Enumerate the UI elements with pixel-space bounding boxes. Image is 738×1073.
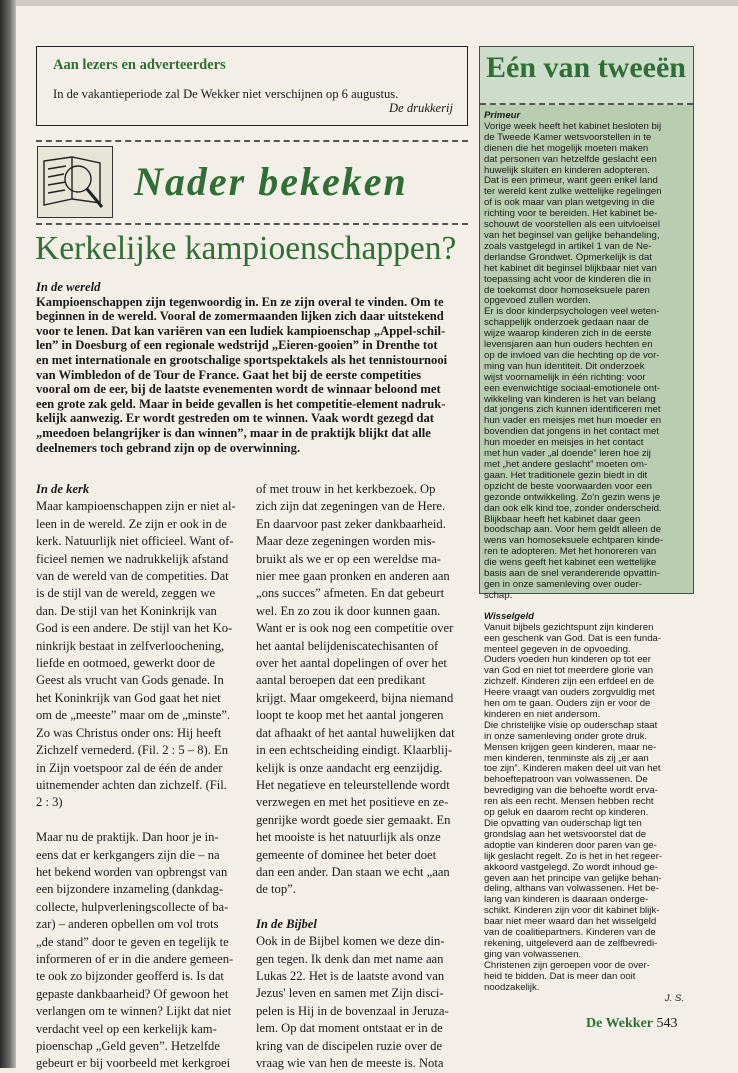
notice-box (36, 46, 468, 126)
col1-line: Geest als vrucht van Gods genade. In (36, 673, 224, 688)
col2-line: nier mee gaan pronken en anderen aan (256, 569, 450, 584)
sidebar-line: hun vader en meisjes met hun moeder en (484, 415, 662, 427)
sidebar-line: opzicht de beste voorwaarden voor een (484, 480, 652, 492)
sidebar-line: zoals vastgelegd in artikel 1 van de Ne- (484, 240, 652, 252)
col1-line: van de wereld van de competities. Dat (36, 569, 229, 584)
sidebar-line: dat personen van hetzelfde geslacht een (484, 153, 657, 165)
sidebar-line: hun moeder en meisjes in het contact (484, 437, 644, 449)
col2-line: Ook in de Bijbel komen we deze din- (256, 934, 445, 949)
sidebar-line: Er is door kinderpsychologen veel weten- (484, 306, 660, 318)
notice-title: Aan lezers en adverteerders (53, 57, 226, 73)
sidebar-line: kinderen en niet andersom. (484, 708, 601, 720)
col2-line: zich zijn dat zegeningen van de Here. (256, 499, 446, 514)
sidebar-text-1 (484, 122, 690, 602)
sidebar-line: schouwt de voorstellen als een uitvloeisel (484, 219, 660, 231)
magazine-name: De Wekker (586, 1016, 654, 1031)
intro-line: voor te lenen. Dat kan variëren van een ludiek kampioenschap „Appel-schil- (36, 323, 446, 338)
col1-line: 2 : 3) (36, 795, 63, 810)
sidebar-line: ging van volwassenen. (484, 948, 582, 960)
col2-line: krijgt. Maar omgekeerd, bijna niemand (256, 690, 454, 705)
col2-line: kelijk is onze aandacht erg eenzijdig. (256, 760, 443, 775)
col1-line: het bekend worden van opbrengst van (36, 864, 228, 879)
col1-line: kerk. Natuurlijk niet officieel. Want of- (36, 534, 234, 549)
sidebar-line: Dat is een primeur, want geen enkel land (484, 175, 658, 187)
intro-subhead: In de wereld (36, 280, 101, 294)
col2-line: genrijke wordt goede sier gemaakt. En (256, 812, 451, 827)
col2-line: het mooiste is het natuurlijk als onze (256, 830, 441, 845)
sidebar-line: gen in onze samenleving over ouder- (484, 578, 642, 590)
col1-line: Zichzelf vernederd. (Fil. 2 : 5 – 8). En (36, 743, 228, 758)
sidebar-line: akkoord vastgelegd. Zo wordt inhoud ge- (484, 861, 658, 873)
intro-line: „meedoen belangrijker is dan winnen”, maar in de praktijk blijkt dat alle (36, 425, 431, 440)
sidebar-line: levensjaren aan hun ouders hechten en (484, 339, 653, 351)
col2-line: het aantal belijdeniscatechisanten of (256, 638, 439, 653)
intro-line: vooral om de eer, bij de laatste evenementen wordt de winnaar beloond met (36, 382, 441, 397)
sidebar-line: schap. (484, 589, 513, 601)
col1-line: ninkrijk bestaat in zelfverloochening, (36, 638, 225, 653)
intro-line: len” in Doesburg of een regionale wedstrijd „Eieren-gooien” in Drenthe tot (36, 338, 438, 353)
col2-line: Lukas 22. Het is de laatste avond van (256, 968, 445, 983)
sidebar-line: of is ook maar van plan wetgeving in die (484, 197, 655, 209)
sidebar-line: van het beginsel van gelijke behandeling, (484, 229, 660, 241)
col2-line: vraag wie van hen de meeste is. Nota (256, 1056, 444, 1070)
sidebar-signature: J. S. (664, 992, 684, 1004)
col1-line: om de „meeste” maar om de „minste”. (36, 708, 231, 723)
col2-line: gemeente of dominee het beter doet (256, 847, 437, 862)
sidebar-line: zichzelf. Kinderen zijn een erfdeel en de (484, 676, 655, 688)
sidebar-line: de toekomst door homoseksuele paren (484, 284, 650, 296)
sidebar-body (484, 111, 690, 1004)
intro-line: en met internationale en grootschalige sportspektakels als het tennistournooi (36, 352, 448, 367)
col2-line: En daarvoor past zeker dankbaarheid. (256, 516, 446, 531)
sidebar-line: met „het andere geslacht” moeten om- (484, 459, 648, 470)
col1-line: „de stand” door te geven en tegelijk te (36, 934, 229, 949)
col2-line: wel. En zo zou ik door kunnen gaan. (256, 603, 441, 618)
sidebar-line: van God en niet tot meerdere glorie van (484, 665, 654, 677)
col2-line: loopt te koop met het aantal jongeren (256, 708, 444, 723)
col1-line: Maar nu de praktijk. Dan hoor je in- (36, 830, 219, 845)
notice-text: In de vakantieperiode zal De Wekker niet verschijnen op 6 augustus. (53, 87, 399, 101)
col2-line: de top”. (256, 882, 296, 897)
sidebar-line: noodzakelijk. (484, 981, 540, 993)
magnifier-book-icon (37, 146, 113, 218)
col1-line: ficieel nemen we nadrukkelijk afstand (36, 551, 229, 566)
sidebar-line: ming van hun identiteit. Dit onderzoek (484, 360, 645, 372)
col2-line: Het negatieve en teleurstellende wordt (256, 777, 450, 792)
col2-line: of met trouw in het kerkbezoek. Op (256, 482, 436, 496)
col2-line: over het aantal dopelingen of over het (256, 656, 447, 671)
col1-line: zar) – anderen opbellen om vol trots (36, 917, 219, 932)
col1-line: verlangen om te winnen? Lijkt dat niet (36, 1004, 232, 1019)
sidebar-line: ter wereld kent zulke wettelijke regelingen (484, 186, 662, 198)
intro-line: kelijk aanwezig. Er wordt gestreden om te winnen. Vaak wordt gezegd dat (36, 411, 434, 426)
sidebar-editorial (479, 46, 694, 1004)
intro-line: van Wimbledon of de Tour de France. Gaat het bij de eerste competities (36, 367, 422, 382)
sidebar-line: lang van kinderen is daaraan onderge- (484, 894, 649, 906)
sidebar-line: grondslag aan het wetsvoorstel dat de (484, 828, 647, 840)
sidebar-line: boodschap aan. Voor hem geldt alleen de (484, 524, 662, 536)
col1-line: collecte, hulpverleningscollecte of ba- (36, 899, 229, 914)
col2-line: in een echtscheiding eindigt. Klaarblij- (256, 743, 453, 758)
col1-line: Zo was Christus onder ons: Hij heeft (36, 725, 222, 740)
sidebar-line: richting voor te bereiden. Het kabinet be- (484, 208, 658, 220)
col2-text-a (256, 481, 468, 899)
sidebar-line: huwelijk sluiten en kinderen adopteren. (484, 164, 650, 176)
col2-line: lem. Op dat moment ontstaat er in de (256, 1021, 443, 1036)
col1-line: God is een andere. De stijl van het Ko- (36, 621, 233, 636)
sidebar-line: Die christelijke visie op ouderschap staat (484, 719, 658, 731)
col2-line: dat afhaakt of het aantal huwelijken dat (256, 725, 455, 740)
sidebar-line: een geschenk van God. Dat is een funda- (484, 632, 662, 644)
col2-line: dan een ander. Dan staan we echt „aan (256, 864, 450, 879)
article-column-1 (36, 481, 246, 1073)
binding-spine (0, 0, 16, 1068)
page-top-edge (16, 0, 738, 6)
col1-line: te ook zo bijzonder geofferd is. Is dat (36, 969, 224, 984)
sidebar-line: behoeftepatroon van volwassenen. De (484, 774, 648, 786)
notice-signature: De drukkerij (389, 101, 453, 115)
sidebar-line: Christenen zijn geroepen voor de over- (484, 959, 650, 971)
intro-line: een grote zak geld. Maar in beide gevallen is het competitie-element nadruk- (36, 396, 446, 411)
col1-line: liefde en ootmoed, gewerkt door de (36, 656, 216, 671)
sidebar-line: Mensen krijgen geen kinderen, maar ne- (484, 741, 657, 753)
sidebar-line: baar niet meer waard dan het wisselgeld (484, 916, 657, 928)
article-intro (36, 280, 468, 455)
sidebar-line: heid te bidden. Dat is meer dan ooit (484, 970, 636, 982)
sidebar-line: adoptie van kinderen door paren van ge- (484, 839, 657, 851)
divider-top (36, 140, 468, 142)
sidebar-line: ren als een recht. Mensen hebben recht (484, 796, 654, 808)
page-footer (586, 1016, 678, 1032)
sidebar-line: Heere vraagt van ouders zorgvuldig met (484, 687, 655, 699)
sidebar-line: dan ook elk kind toe, zonder onderscheid. (484, 502, 662, 514)
col1-line: leen in de wereld. Ze zijn er ook in de (36, 516, 227, 531)
sidebar-line: Ouders voeden hun kinderen op tot eer (484, 654, 651, 666)
sidebar-line: gezonde ontwikkeling. Zo'n gezin wens je (484, 491, 661, 503)
sidebar-line: rekening, uitgeleverd aan de zelfbevredi- (484, 937, 658, 949)
sidebar-line: toe zijn”. Kinderen maken deel uit van het (484, 763, 661, 775)
col1-line: verdacht veel op een kerkelijk kam- (36, 1021, 217, 1036)
sidebar-line: gaan. Het traditionele gezin biedt in dit (484, 469, 648, 481)
col1-subhead: In de kerk (36, 482, 90, 496)
sidebar-line: deling, althans van volwassenen. Het be- (484, 883, 659, 895)
sidebar-line: wens van homoseksuele echtparen kinde- (484, 535, 664, 547)
sidebar-line: ren te adopteren. Met het honoreren van (484, 546, 657, 558)
sidebar-line: Blijkbaar heeft het kabinet daar geen (484, 513, 641, 525)
sidebar-line: basis aan de snel veranderende opvattin- (484, 568, 661, 580)
sidebar-line: wikkeling van kinderen is het van belang (484, 393, 656, 405)
col1-line: een bijzondere inzameling (dankdag- (36, 882, 224, 897)
sidebar-line: derlandse Grondwet. Opmerkelijk is dat (484, 251, 652, 263)
sidebar-line: schappelijk onderzoek gedaan naar de (484, 317, 649, 329)
sidebar-line: Die opvatting van ouderschap ligt ten (484, 818, 642, 829)
sidebar-header (480, 47, 693, 105)
sidebar-line: die wens geeft het kabinet een wettelijke (484, 557, 657, 569)
intro-line: Kampioenschappen zijn tegenwoordig in. En ze zijn overal te vinden. Om te (36, 294, 444, 309)
sidebar-line: menteel gegeven in de opvoeding. (484, 643, 631, 655)
col2-line: kring van de discipelen ruzie over de (256, 1038, 443, 1053)
sidebar-line: geven aan het principe van gelijke behan- (484, 872, 662, 884)
col2-subhead: In de Bijbel (256, 916, 317, 931)
sidebar-line: dienen die het mogelijk moeten maken (484, 142, 649, 154)
col1-line: in Zijn voetspoor zal de één de ander (36, 760, 223, 775)
col2-line: Maar deze zegeningen worden mis- (256, 534, 436, 549)
sidebar-line: Vanuit bijbels gezichtspunt zijn kinderen (484, 621, 654, 633)
col2-line: bruikt als we er op een wereldse ma- (256, 551, 441, 566)
col2-line: verzwegen en met het positieve en ze- (256, 795, 449, 810)
col1-line: dan. De stijl van het Koninkrijk van (36, 603, 217, 618)
col1-line: gebeurt er bij voorbeeld met kerkgroei (36, 1056, 231, 1071)
sidebar-line: het kabinet dit beginsel blijkbaar niet van (484, 262, 657, 274)
col1-text (36, 498, 246, 1072)
sidebar-line: in onze samenleving onder grote druk. (484, 730, 648, 742)
col1-line: gepaste dankbaarheid? Of gewoon het (36, 986, 229, 1001)
sidebar-title: Eén van tweeën (486, 51, 686, 84)
sidebar-line: dat jongens zich kunnen identificeren met (484, 404, 661, 416)
col2-line: gen tegen. Ik denk dan met name aan (256, 951, 444, 966)
section-title: Nader bekeken (134, 159, 408, 204)
sidebar-line: op de invloed van die hechting op de vor- (484, 349, 660, 361)
intro-line: deelnemers toch gebrand zijn op de overwinning. (36, 440, 301, 455)
col1-line: uitnemender achten dan zichzelf. (Fil. (36, 777, 227, 792)
sidebar-line: bovendien dat jongens in het contact met (484, 426, 659, 438)
intro-line: beginnen in de wereld. Vooral de zomermaanden lijken zich daar uitstekend (36, 309, 444, 324)
sidebar-line: lijk geslacht regelt. Zo is het in het regeer- (484, 850, 663, 862)
article-column-2 (256, 481, 468, 1072)
col1-line: is de stijl van de wereld, zeggen we (36, 586, 216, 601)
sidebar-line: Vorige week heeft het kabinet besloten bij (484, 120, 662, 132)
sidebar-line: opgevoed zullen worden. (484, 295, 591, 307)
page-number: 543 (656, 1016, 678, 1031)
col2-text-b (256, 933, 468, 1072)
sidebar-subhead-1: Primeur (484, 110, 521, 121)
sidebar-line: met hun vader „al doende” leren hoe zij (484, 448, 651, 460)
col1-line (36, 812, 246, 829)
sidebar-line: men kinderen, tenminste als zij „er aan (484, 752, 649, 764)
col2-line: aantal beroepen dat een predikant (256, 673, 426, 688)
sidebar-line: de Tweede Kamer wetsvoorstellen in te (484, 131, 652, 143)
sidebar-line: op geluk en daarom recht op kinderen. (484, 807, 649, 819)
sidebar-line: toepassing acht voor de kinderen die in (484, 273, 651, 285)
divider-mid (36, 223, 468, 225)
col1-line: het Koninkrijk van God gaat het niet (36, 690, 221, 705)
sidebar-line: bevrediging van die behoefte wordt erva- (484, 785, 658, 797)
sidebar-line: een evenwichtige sociaal-emotionele ont- (484, 382, 660, 394)
sidebar-line: hen om te gaan. Ouders zijn er voor de (484, 698, 651, 710)
col2-line: „ons succes” afmeten. En dat gebeurt (256, 586, 445, 601)
col1-line: eens dat er kerkgangers zijn die – na (36, 847, 220, 862)
sidebar-subhead-2: Wisselgeld (484, 610, 535, 622)
sidebar-text-2 (484, 623, 690, 994)
col1-line: pioenschap „Geld geven”. Hetzelfde (36, 1039, 220, 1053)
sidebar-line: wijst voornamelijk in één richting: voor (484, 371, 646, 383)
col2-line: pelen is Hij in de bovenzaal in Jeruza- (256, 1003, 449, 1018)
sidebar-line: schikt. Kinderen zijn voor dit kabinet blijk- (484, 905, 660, 917)
sidebar-line: van de coalitiepartners. Kinderen van de (484, 927, 656, 939)
article-headline: Kerkelijke kampioenschappen? (35, 230, 457, 267)
sidebar-line: wijze waarop kinderen zich in de eerste (484, 328, 652, 340)
col1-line: informeren of er in die andere gemeen- (36, 951, 234, 966)
col2-line: Want er is ook nog een competitie over (256, 621, 454, 636)
col1-line: Maar kampioenschappen zijn er niet al- (36, 499, 236, 514)
col2-line: Jezus' leven en samen met Zijn disci- (256, 986, 444, 1001)
intro-text (36, 295, 468, 456)
